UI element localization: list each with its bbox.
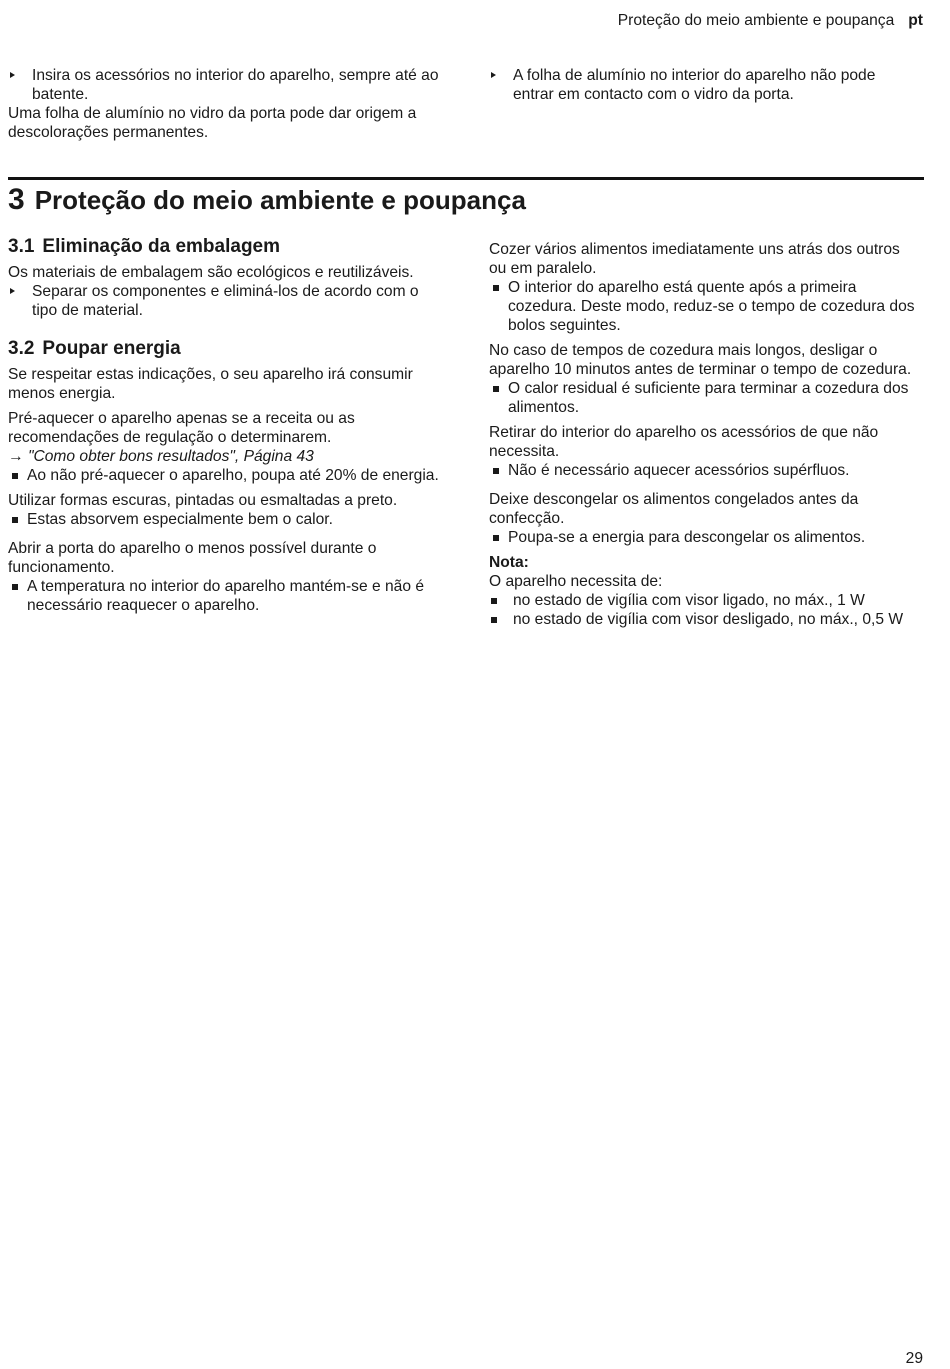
step-text: A folha de alumínio no interior do aparelho não pode entrar em contacto com o vidro da porta. xyxy=(513,67,876,103)
step-text: Separar os componentes e eliminá-los de acordo com o tipo de material. xyxy=(32,283,419,319)
bullet-square-icon xyxy=(493,386,499,392)
note-label: Nota: xyxy=(489,554,529,571)
result-text: Poupa-se a energia para descongelar os alimentos. xyxy=(508,529,866,546)
paragraph: Cozer vários alimentos imediatamente uns atrás dos outros ou em paralelo. xyxy=(489,241,900,277)
page-number: 29 xyxy=(905,1350,923,1367)
right-column xyxy=(489,240,917,629)
bullet-square-icon xyxy=(12,473,18,479)
note-item-text: no estado de vigília com visor ligado, no máx., 1 W xyxy=(513,592,865,609)
section-title: Poupar energia xyxy=(42,338,181,359)
section-heading xyxy=(8,338,444,360)
paragraph: Uma folha de alumínio no vidro da porta pode dar origem a descolorações permanentes. xyxy=(8,105,417,141)
bullet-square-icon xyxy=(493,285,499,291)
step-item xyxy=(8,282,444,320)
paragraph: Utilizar formas escuras, pintadas ou esmaltadas a preto. xyxy=(8,492,398,509)
paragraph: Deixe descongelar os alimentos congelados antes da confecção. xyxy=(489,491,859,527)
bullet-square-icon xyxy=(12,584,18,590)
paragraph: Abrir a porta do aparelho o menos possível durante o funcionamento. xyxy=(8,540,377,576)
left-column xyxy=(8,236,444,615)
result-text: A temperatura no interior do aparelho mantém-se e não é necessário reaquecer o aparelho. xyxy=(27,578,425,614)
bullet-square-icon xyxy=(491,617,497,623)
step-item xyxy=(489,66,917,104)
result-text: Não é necessário aquecer acessórios supérfluos. xyxy=(508,462,850,479)
result-text: Estas absorvem especialmente bem o calor. xyxy=(27,511,333,528)
result-item xyxy=(489,379,917,417)
chapter-title: Proteção do meio ambiente e poupança xyxy=(34,185,526,215)
bullet-square-icon xyxy=(493,535,499,541)
chapter-rule xyxy=(8,177,924,180)
paragraph: Pré-aquecer o aparelho apenas se a receita ou as recomendações de regulação o determinarem. xyxy=(8,410,355,446)
section-heading xyxy=(8,236,444,258)
step-arrow-icon xyxy=(10,288,15,294)
result-text: O interior do aparelho está quente após a primeira cozedura. Deste modo, reduz-se o tempo de cozedura dos bolos seguintes. xyxy=(508,279,915,334)
result-item xyxy=(489,461,917,480)
header-title: Proteção do meio ambiente e poupança xyxy=(617,12,895,29)
paragraph: Retirar do interior do aparelho os acessórios de que não necessita. xyxy=(489,424,879,460)
section-number: 3.1 xyxy=(8,236,35,257)
bullet-square-icon xyxy=(12,517,18,523)
step-arrow-icon xyxy=(10,72,15,78)
result-item xyxy=(8,577,444,615)
chapter-number: 3 xyxy=(8,183,25,216)
result-text: Ao não pré-aquecer o aparelho, poupa até 20% de energia. xyxy=(27,467,439,484)
running-header xyxy=(618,11,923,30)
cross-reference xyxy=(8,447,444,466)
top-left-block xyxy=(8,66,444,142)
step-arrow-icon xyxy=(491,72,496,78)
note-item-text: no estado de vigília com visor desligado, no máx., 0,5 W xyxy=(513,611,904,628)
bullet-square-icon xyxy=(493,468,499,474)
top-right-block xyxy=(489,66,917,104)
reference-link[interactable]: "Como obter bons resultados", Página 43 xyxy=(27,448,314,465)
result-item xyxy=(489,278,917,335)
result-item xyxy=(8,466,444,485)
paragraph: Os materiais de embalagem são ecológicos e reutilizáveis. xyxy=(8,264,414,281)
paragraph: No caso de tempos de cozedura mais longos, desligar o aparelho 10 minutos antes de terminar o tempo de cozedura. xyxy=(489,342,912,378)
section-title: Eliminação da embalagem xyxy=(42,236,281,257)
step-text: Insira os acessórios no interior do aparelho, sempre até ao batente. xyxy=(32,67,439,103)
paragraph: Se respeitar estas indicações, o seu aparelho irá consumir menos energia. xyxy=(8,366,413,402)
language-code: pt xyxy=(908,12,923,29)
reference-arrow-icon: → xyxy=(8,448,24,465)
result-item xyxy=(8,510,444,529)
chapter-heading xyxy=(8,183,526,217)
step-item xyxy=(8,66,444,104)
section-number: 3.2 xyxy=(8,338,35,359)
bullet-square-icon xyxy=(491,598,497,604)
result-text: O calor residual é suficiente para terminar a cozedura dos alimentos. xyxy=(508,380,909,416)
result-item xyxy=(489,528,917,547)
note-item xyxy=(489,591,917,610)
note-item xyxy=(489,610,917,629)
note-text: O aparelho necessita de: xyxy=(489,573,663,590)
